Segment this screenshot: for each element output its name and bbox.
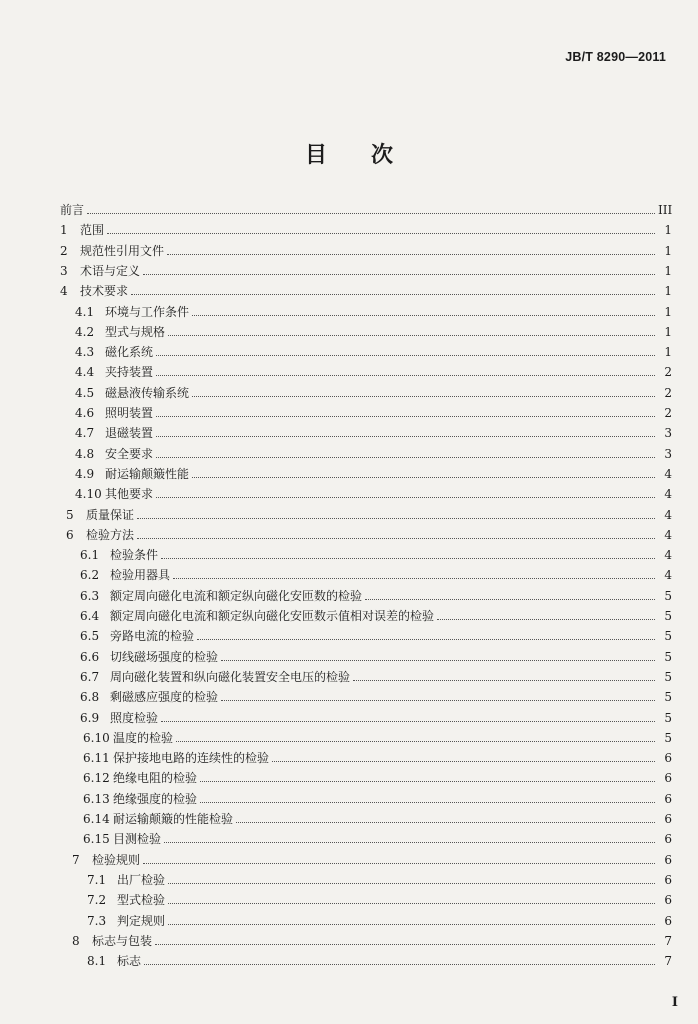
toc-entry-label: 环境与工作条件 [105, 304, 190, 319]
toc-entry-page: 2 [664, 365, 672, 380]
dot-leader [143, 862, 655, 864]
toc-entry[interactable] [60, 826, 672, 846]
toc-entry-label: 保护接地电路的连续性的检验 [113, 751, 270, 766]
toc-entry[interactable] [60, 725, 672, 745]
dot-leader [161, 557, 655, 559]
toc-entry[interactable] [60, 806, 672, 826]
dot-leader [107, 232, 655, 234]
toc-entry-label: 检验规则 [92, 852, 141, 867]
toc-entry-number: 4.7 [75, 426, 95, 441]
toc-entry[interactable] [60, 562, 672, 582]
toc-entry-number: 6.3 [80, 588, 100, 603]
toc-entry[interactable] [60, 928, 672, 948]
toc-entry-label: 型式检验 [117, 893, 166, 908]
toc-entry-page: 2 [664, 406, 672, 420]
dot-leader [137, 537, 655, 539]
toc-entry[interactable] [60, 684, 672, 704]
toc-entry-page: 5 [664, 710, 672, 725]
dot-leader [168, 923, 655, 925]
dot-leader [168, 334, 655, 336]
toc-entry-label: 额定周向磁化电流和额定纵向磁化安匝数的检验 [110, 588, 363, 603]
toc-entry[interactable] [60, 765, 672, 785]
toc-entry-number: 4.3 [75, 345, 95, 360]
dot-leader [365, 598, 655, 600]
toc-entry-page: 1 [664, 284, 672, 299]
toc-entry-label: 安全要求 [105, 446, 154, 461]
toc-entry-number: 6.12 [83, 771, 110, 786]
toc-entry-number: 7.1 [87, 872, 107, 887]
dot-leader [272, 760, 655, 762]
toc-entry-label: 切线磁场强度的检验 [110, 649, 219, 664]
toc-entry[interactable] [60, 603, 672, 623]
toc-entry-label: 标志 [117, 954, 142, 969]
toc-entry[interactable] [60, 948, 672, 968]
toc-entry[interactable] [60, 908, 672, 928]
toc-entry-label: 前言 [60, 203, 85, 217]
toc-entry[interactable] [60, 887, 672, 907]
dot-leader [131, 293, 655, 295]
toc-entry-label: 磁化系统 [105, 345, 154, 360]
toc-entry-label: 范围 [80, 223, 105, 238]
toc-entry-label: 检验用器具 [110, 568, 171, 583]
toc-entry-number: 7.2 [87, 893, 107, 908]
toc-entry[interactable] [60, 522, 672, 542]
dot-leader [156, 496, 655, 498]
toc-entry[interactable] [60, 644, 672, 664]
toc-entry-page: 5 [664, 690, 672, 705]
toc-entry-label: 旁路电流的检验 [110, 629, 195, 644]
dot-leader [200, 801, 655, 803]
toc-entry-label: 规范性引用文件 [80, 243, 165, 258]
dot-leader [192, 314, 655, 316]
toc-entry[interactable] [60, 583, 672, 603]
toc-entry-page: 5 [664, 609, 672, 623]
toc-entry-page: 5 [664, 730, 672, 745]
toc-entry[interactable] [60, 420, 672, 440]
toc-entry-page: 4 [664, 507, 672, 522]
dot-leader [236, 821, 655, 823]
toc-entry-number: 6.14 [83, 812, 110, 826]
toc-entry-page: 1 [664, 223, 672, 238]
toc-entry[interactable] [60, 319, 672, 339]
toc-entry-number: 2 [60, 243, 68, 258]
toc-entry-label: 判定规则 [117, 913, 166, 928]
dot-leader [156, 456, 655, 458]
dot-leader [156, 415, 655, 417]
dot-leader [173, 577, 655, 579]
toc-entry-label: 周向磁化装置和纵向磁化装置安全电压的检验 [110, 669, 351, 684]
toc-entry-number: 8.1 [87, 954, 107, 969]
dot-leader [156, 374, 655, 376]
toc-entry-number: 6.8 [80, 690, 100, 705]
toc-entry-number: 6.15 [83, 832, 110, 847]
toc-entry-label: 绝缘电阻的检验 [113, 771, 198, 786]
dot-leader [200, 780, 655, 782]
toc-entry-number: 7 [72, 852, 80, 867]
toc-entry[interactable] [60, 481, 672, 501]
toc-entry[interactable] [60, 238, 672, 258]
toc-entry-label: 型式与规格 [105, 324, 166, 339]
toc-entry-label: 额定周向磁化电流和额定纵向磁化安匝数示值相对误差的检验 [110, 609, 435, 623]
toc-entry-page: 7 [664, 933, 672, 948]
toc-entry-label: 出厂检验 [117, 872, 166, 887]
dot-leader [176, 740, 655, 742]
toc-entry-label: 退磁装置 [105, 426, 154, 441]
toc-entry-page: III [658, 203, 673, 217]
toc-entry-page: 1 [664, 324, 672, 339]
dot-leader [143, 273, 655, 275]
toc-entry-number: 6.7 [80, 669, 100, 684]
dot-leader [167, 253, 655, 255]
toc-entry-number: 6.2 [80, 568, 100, 583]
toc-entry[interactable] [60, 745, 672, 765]
toc-entry-label: 检验条件 [110, 548, 159, 563]
toc-entry-label: 绝缘强度的检验 [113, 791, 198, 806]
toc-entry-number: 4.4 [75, 365, 95, 380]
toc-entry-number: 1 [60, 223, 68, 238]
dot-leader [192, 395, 655, 397]
toc-entry-page: 6 [664, 913, 672, 928]
toc-entry-page: 5 [664, 669, 672, 684]
toc-entry[interactable] [60, 867, 672, 887]
page-number: I [671, 995, 678, 1010]
toc-entry-page: 6 [664, 812, 672, 826]
toc-entry-label: 照度检验 [110, 710, 159, 725]
toc-entry-number: 4.2 [75, 324, 95, 339]
toc-entry-number: 6.13 [83, 791, 110, 806]
toc-entry-label: 其他要求 [105, 487, 154, 502]
toc-entry[interactable] [60, 380, 672, 400]
toc-entry-label: 目测检验 [113, 832, 162, 847]
toc-entry[interactable] [60, 542, 672, 562]
toc-entry-page: 6 [664, 852, 672, 867]
toc-entry[interactable] [60, 278, 672, 298]
toc-entry-page: 4 [664, 487, 672, 502]
dot-leader [353, 679, 655, 681]
toc-entry-page: 4 [664, 548, 672, 563]
toc-entry-page: 6 [664, 791, 672, 806]
toc-entry-number: 3 [60, 263, 68, 278]
toc-entry-number: 6.11 [83, 751, 110, 766]
toc-entry-number: 6.6 [80, 649, 100, 664]
toc-entry-number: 4 [60, 284, 68, 299]
toc-entry-page: 1 [664, 263, 672, 278]
toc-entry-label: 技术要求 [80, 284, 129, 299]
toc-entry[interactable] [60, 217, 672, 237]
toc-entry-number: 6 [66, 527, 74, 542]
toc-entry-number: 6.1 [80, 548, 100, 563]
toc-entry-page: 5 [664, 588, 672, 603]
toc-entry[interactable] [60, 623, 672, 643]
toc-entry[interactable] [60, 441, 672, 461]
toc-entry-number: 4.6 [75, 406, 95, 420]
toc-entry-page: 6 [664, 872, 672, 887]
toc-entry[interactable] [60, 400, 672, 420]
toc-entry-page: 7 [664, 954, 672, 969]
toc-entry-page: 4 [664, 568, 672, 583]
dot-leader [221, 699, 655, 701]
toc-entry-label: 质量保证 [86, 507, 135, 522]
toc-entry-label: 温度的检验 [113, 730, 174, 745]
toc-entry[interactable] [60, 197, 672, 217]
toc-entry-number: 4.1 [75, 304, 95, 319]
toc-entry-label: 术语与定义 [80, 263, 141, 278]
dot-leader [437, 618, 655, 620]
dot-leader [137, 517, 655, 519]
toc-entry-number: 6.10 [83, 730, 110, 745]
toc-entry-page: 2 [664, 385, 672, 400]
dot-leader [156, 435, 655, 437]
toc-entry-number: 4.9 [75, 466, 95, 481]
toc-entry-page: 6 [664, 751, 672, 766]
toc-entry-number: 8 [72, 933, 80, 948]
toc-entry[interactable] [60, 339, 672, 359]
dot-leader [192, 476, 655, 478]
toc-entry-label: 磁悬液传输系统 [105, 385, 190, 400]
toc-entry-page: 6 [664, 893, 672, 908]
toc-entry-number: 7.3 [87, 913, 107, 928]
toc-entry-page: 5 [664, 629, 672, 644]
dot-leader [161, 720, 655, 722]
toc-entry[interactable] [60, 502, 672, 522]
standard-code: JB/T 8290—2011 [565, 50, 666, 64]
toc-entry-label: 剩磁感应强度的检验 [110, 690, 219, 705]
toc-entry-label: 标志与包装 [92, 933, 153, 948]
dot-leader [155, 943, 655, 945]
toc-entry[interactable] [60, 359, 672, 379]
toc-entry-page: 3 [664, 446, 672, 461]
toc-entry[interactable] [60, 258, 672, 278]
toc-entry[interactable] [60, 461, 672, 481]
dot-leader [164, 841, 655, 843]
dot-leader [144, 963, 655, 965]
toc-entry[interactable] [60, 847, 672, 867]
toc-entry-number: 6.4 [80, 609, 100, 623]
toc-entry-number: 4.5 [75, 385, 95, 400]
toc-entry-page: 4 [664, 466, 672, 481]
toc-entry-number: 6.9 [80, 710, 100, 725]
page-title: 目次 [304, 142, 437, 168]
toc-entry-label: 夹持装置 [105, 365, 154, 380]
toc-entry-page: 5 [664, 649, 672, 664]
toc-entry-number: 5 [66, 507, 74, 522]
toc-entry-number: 4.10 [75, 487, 102, 502]
toc-entry-page: 4 [664, 527, 672, 542]
toc-entry[interactable] [60, 786, 672, 806]
toc-entry-label: 耐运输颠簸性能 [105, 466, 190, 481]
dot-leader [197, 638, 655, 640]
dot-leader [168, 882, 655, 884]
dot-leader [221, 659, 655, 661]
toc-entry-page: 1 [664, 304, 672, 319]
toc-entry-page: 6 [664, 832, 672, 847]
toc-entry-page: 3 [664, 426, 672, 441]
toc-entry-label: 耐运输颠簸的性能检验 [113, 812, 234, 826]
dot-leader [87, 212, 655, 214]
toc-entry[interactable] [60, 705, 672, 725]
toc-entry-page: 6 [664, 771, 672, 786]
toc-entry[interactable] [60, 664, 672, 684]
dot-leader [156, 354, 655, 356]
toc-entry-page: 1 [664, 345, 672, 360]
toc-entry-page: 1 [664, 243, 672, 258]
toc-entry-label: 检验方法 [86, 527, 135, 542]
toc-entry-number: 4.8 [75, 446, 95, 461]
toc-entry-number: 6.5 [80, 629, 100, 644]
toc-entry[interactable] [60, 299, 672, 319]
toc-entry-label: 照明装置 [105, 406, 154, 420]
dot-leader [168, 902, 655, 904]
